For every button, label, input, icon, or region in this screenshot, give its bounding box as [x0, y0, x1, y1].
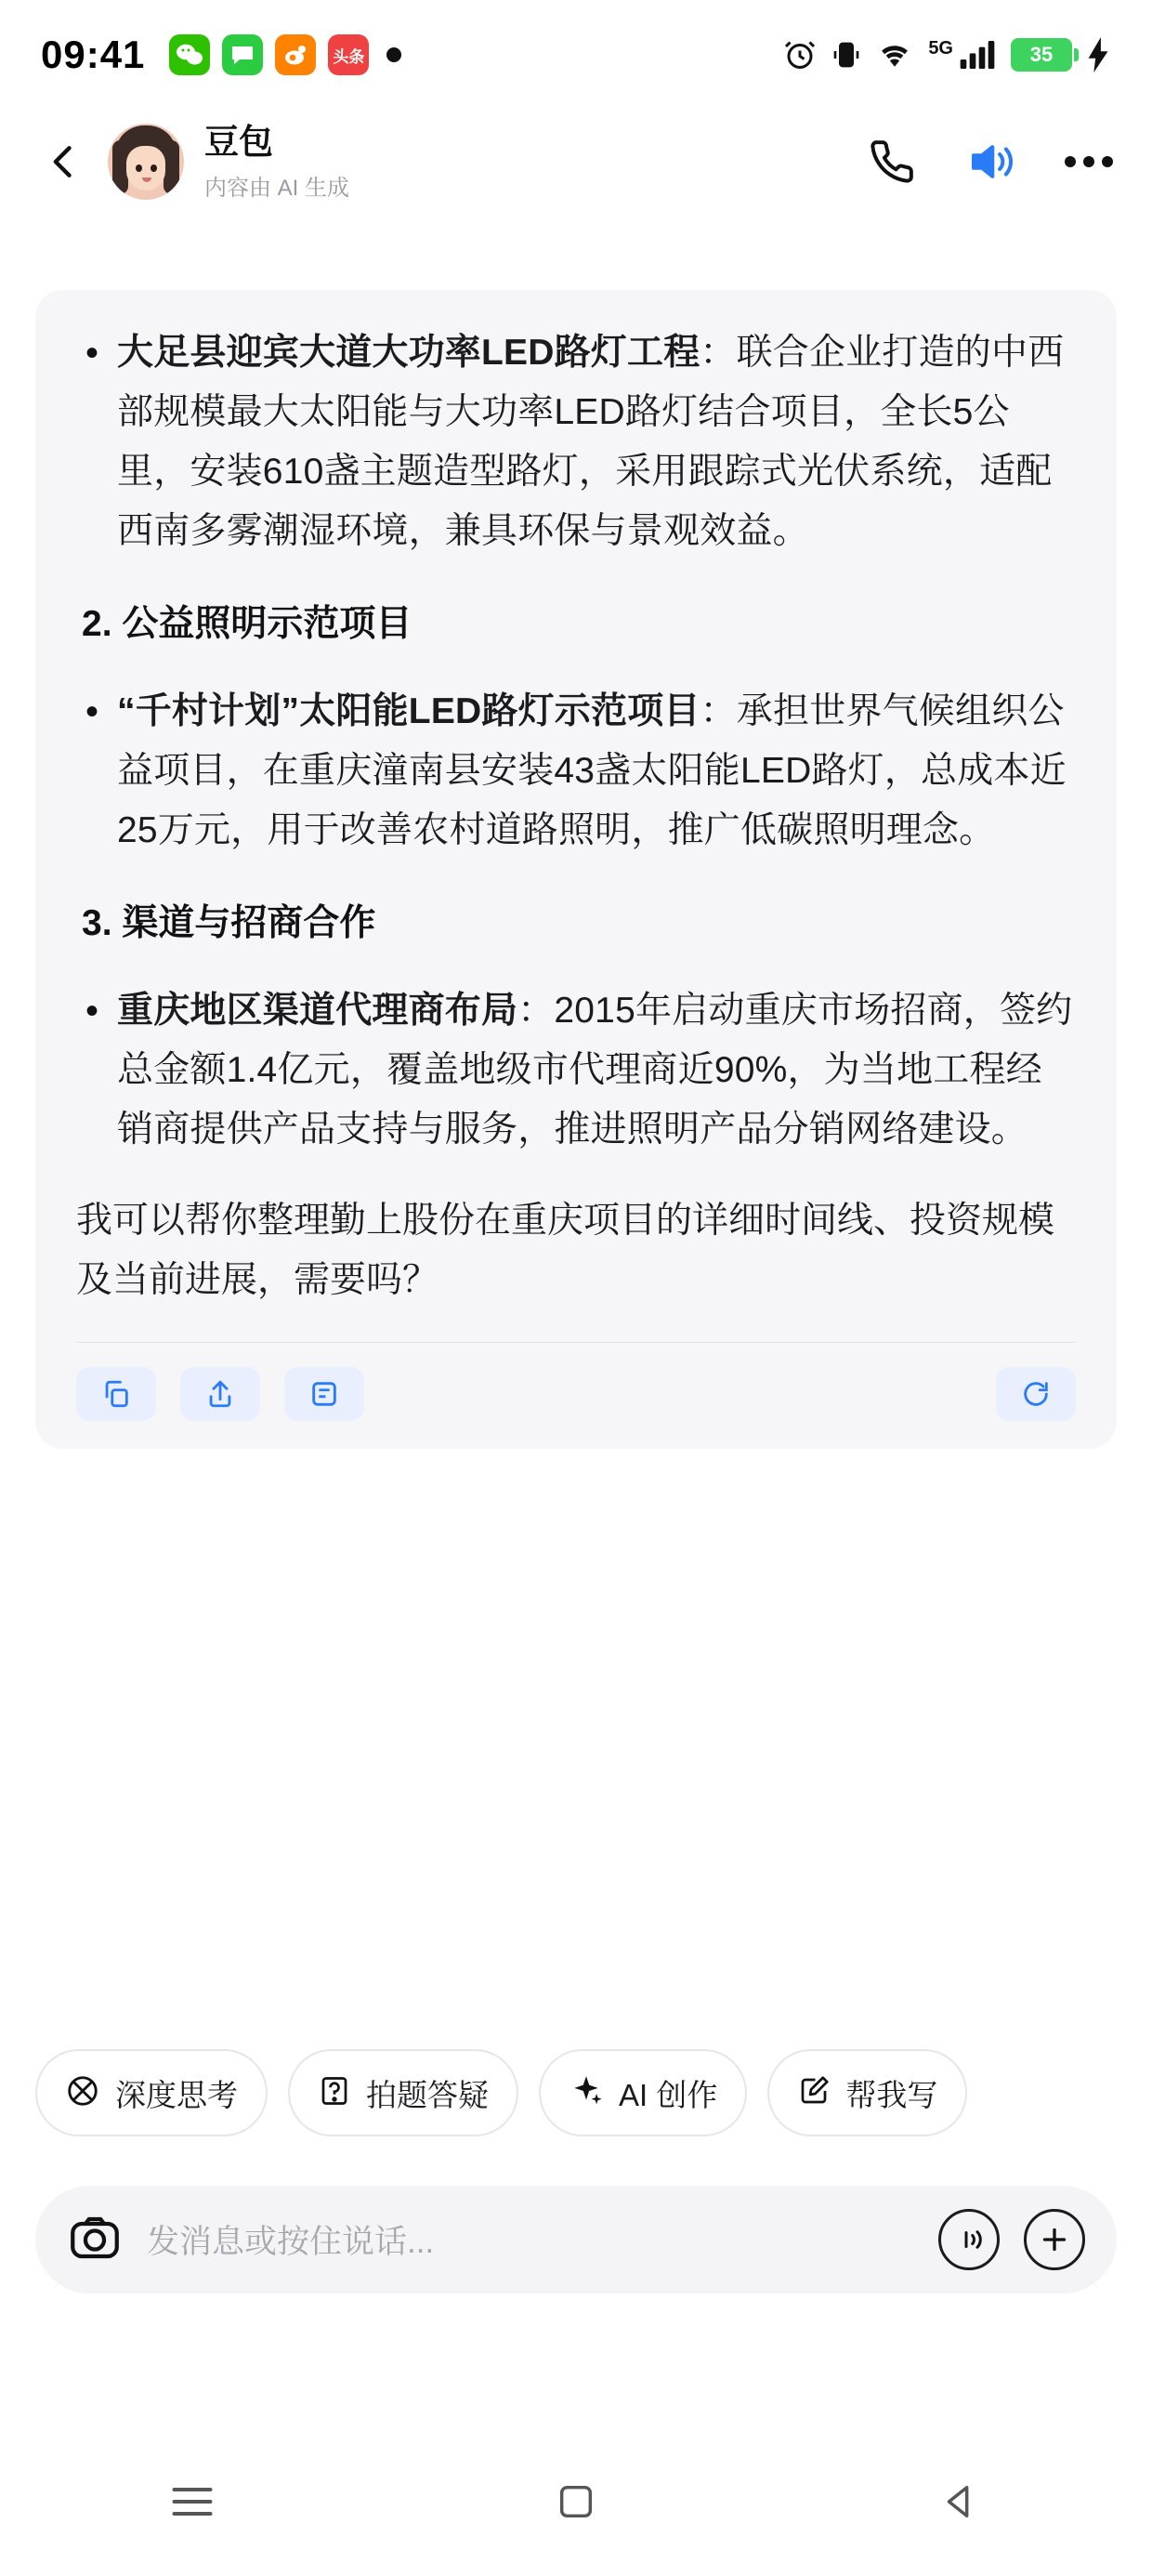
list-item-title: 重庆地区渠道代理商布局: [117, 991, 518, 1031]
refresh-action-icon[interactable]: [996, 1367, 1076, 1421]
closing-paragraph: 我可以帮你整理勤上股份在重庆项目的详细时间线、投资规模及当前进展，需要吗？: [76, 1201, 1055, 1300]
bullet-marker: •: [85, 691, 99, 732]
list-item-body: ：2015年启动重庆市场招商，签约总金额1.4亿元，覆盖地级市代理商近90%，为当地工程经销商提供产品支持与服务，推进照明产品分销网络建设。: [117, 991, 1073, 1150]
signal-bars-icon: [959, 39, 996, 71]
quick-action-photo-question[interactable]: [288, 2049, 518, 2136]
assistant-message-bubble: [35, 290, 1117, 1449]
camera-icon[interactable]: [67, 2210, 123, 2270]
share-action-icon[interactable]: [180, 1367, 260, 1421]
list-item-title: 大足县迎宾大道大功率LED路灯工程: [117, 333, 700, 373]
more-options-icon[interactable]: [1061, 134, 1117, 190]
section-heading: 3. 渠道与招商合作: [82, 903, 376, 943]
quick-action-bar[interactable]: [0, 2049, 1152, 2136]
status-bar: [0, 0, 1152, 110]
status-app-icons: [169, 34, 401, 75]
quick-action-deep-think[interactable]: [35, 2049, 268, 2136]
ai-disclaimer-label: 内容由 AI 生成: [204, 175, 350, 201]
plus-icon[interactable]: [1024, 2209, 1085, 2270]
deep-think-icon: [65, 2073, 100, 2113]
section-heading: 2. 公益照明示范项目: [82, 604, 412, 644]
header-title-block: [204, 122, 349, 201]
alarm-icon: [783, 38, 817, 72]
message-divider: [76, 1342, 1076, 1343]
photo-question-icon: [318, 2073, 351, 2113]
avatar[interactable]: [108, 124, 184, 200]
wechat-icon: [169, 34, 210, 75]
quick-action-label: 拍题答疑: [366, 2077, 489, 2112]
page-title: 豆包: [204, 123, 273, 162]
network-type-label: 5G: [928, 37, 953, 59]
status-time: 09:41: [41, 33, 146, 76]
list-item-body: ：联合企业打造的中西部规模最大太阳能与大功率LED路灯结合项目，全长5公里，安装610盏主题造型路灯，采用跟踪式光伏系统，适配西南多雾潮湿环境，兼具环保与景观效益。: [117, 333, 1065, 551]
status-right-icons: [783, 37, 1111, 72]
header-actions: [864, 134, 1117, 190]
dot-indicator: [386, 47, 401, 62]
list-item: [76, 981, 1076, 1160]
message-icon: [222, 34, 263, 75]
back-triangle-icon[interactable]: [885, 2464, 1034, 2539]
list-item: [76, 323, 1076, 561]
quick-action-ai-create[interactable]: [539, 2049, 747, 2136]
battery-indicator: 35: [1011, 38, 1072, 72]
list-item: [76, 682, 1076, 861]
weibo-icon: [275, 34, 316, 75]
speaker-icon[interactable]: [962, 134, 1018, 190]
chat-header: [0, 110, 1152, 214]
recents-menu-icon[interactable]: [118, 2464, 267, 2539]
bullet-marker: •: [85, 333, 99, 374]
list-item-title: “千村计划”太阳能LED路灯示范项目: [117, 691, 700, 731]
voice-wave-icon[interactable]: [938, 2209, 1000, 2270]
list-item-text: [117, 323, 1076, 561]
search-input[interactable]: 发消息或按住说话...: [147, 2224, 435, 2260]
home-square-icon[interactable]: [502, 2464, 650, 2539]
message-input-bar[interactable]: [35, 2186, 1117, 2293]
back-chevron-icon[interactable]: [35, 133, 93, 191]
system-nav-bar[interactable]: [0, 2427, 1152, 2576]
wifi-icon: [876, 40, 913, 70]
ai-create-icon: [569, 2073, 604, 2113]
list-item-text: [117, 682, 1076, 861]
vibrate-icon: [831, 39, 861, 71]
list-item-text: [117, 981, 1076, 1160]
bookmark-action-icon[interactable]: [284, 1367, 364, 1421]
quick-action-label: AI 创作: [619, 2077, 718, 2112]
copy-action-icon[interactable]: [76, 1367, 156, 1421]
quick-action-write-for-me[interactable]: [767, 2049, 967, 2136]
toutiao-icon: 头条: [328, 34, 369, 75]
message-action-row: [76, 1367, 1076, 1421]
phone-icon[interactable]: [864, 134, 920, 190]
charging-bolt-icon: [1087, 37, 1111, 72]
bullet-marker: •: [85, 991, 99, 1032]
quick-action-label: 帮我写: [845, 2077, 938, 2112]
list-item-body: ：承担世界气候组织公益项目，在重庆潼南县安装43盏太阳能LED路灯，总成本近25万元，用于改善农村道路照明，推广低碳照明理念。: [117, 691, 1067, 850]
chat-scroll-area[interactable]: [0, 214, 1152, 2058]
write-for-me-icon: [797, 2073, 831, 2113]
quick-action-label: 深度思考: [115, 2077, 238, 2112]
